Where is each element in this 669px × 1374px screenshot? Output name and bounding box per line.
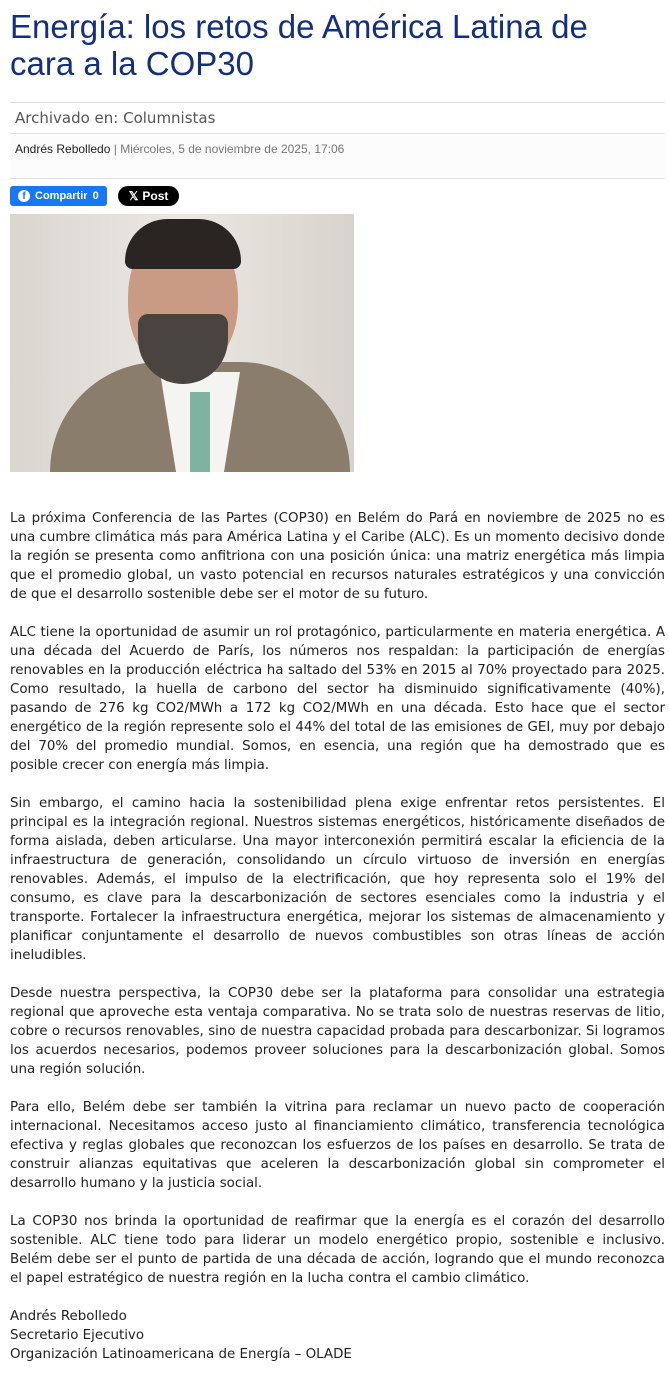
author-name: Andrés Rebolledo: [15, 142, 111, 156]
signature: [10, 1307, 665, 1364]
byline-separator: |: [110, 142, 121, 156]
x-post-label: Post: [142, 189, 169, 203]
paragraph: La COP30 nos brinda la oportunidad de reafirmar que la energía es el corazón del desarrollo sostenible. ALC tiene todo para liderar un modelo energético propio, sostenible e inclusivo. Belém debe ser el punto de partida de una década de acción, logrando que el mundo reconozca el papel estratégico de nuestra región en la lucha contra el cambio climático.: [10, 1214, 665, 1286]
signature-role: Secretario Ejecutivo: [10, 1328, 145, 1343]
paragraph: La próxima Conferencia de las Partes (COP30) en Belém do Pará en noviembre de 2025 no es una cumbre climática más para América Latina y el Caribe (ALC). Es un momento decisivo donde la región se presenta como anfitriona con una posición única: una matriz energética más limpia que el promedio global, un vasto potencial en recursos naturales estratégicos y una convicción de que el desarrollo sostenible debe ser el motor de su futuro.: [10, 511, 665, 602]
page-title: Energía: los retos de América Latina de cara a la COP30: [10, 8, 588, 82]
signature-org: Organización Latinoamericana de Energía – OLADE: [10, 1347, 352, 1362]
paragraph: Sin embargo, el camino hacia la sostenibilidad plena exige enfrentar retos persistentes. El principal es la integración regional. Nuestros sistemas energéticos, históricamente diseñados de forma aislada, deben articularse. Una mayor interconexión permitirá escalar la eficiencia de la infraestructura de generación, consolidando un círculo virtuoso de inversión en energías renovables. Además, el impulso de la electrificación, que hoy representa solo el 19% del consumo, es clave para la descarbonización de sectores esenciales como la industria y el transporte. Fortalecer la infraestructura energética, mejorar los sistemas de almacenamiento y planificar conjuntamente el desarrollo de nuevos combustibles son otras líneas de acción ineludibles.: [10, 796, 665, 963]
facebook-icon: f: [18, 190, 30, 202]
x-logo-icon: 𝕏: [128, 189, 139, 203]
x-post-button[interactable]: [118, 186, 180, 206]
paragraph: ALC tiene la oportunidad de asumir un rol protagónico, particularmente en materia energética. A una década del Acuerdo de París, los números nos respaldan: la participación de energías renovables en la producción eléctrica ha saltado del 53% en 2015 al 70% proyectado para 2025. Como resultado, la huella de carbono del sector ha disminuido significativamente (40%), pasando de 276 kg CO2/MWh a 172 kg CO2/MWh en una década. Esto hace que el sector energético de la región represente solo el 44% del total de las emisiones de GEI, muy por debajo del 70% del promedio mundial. Somos, en esencia, una región que ha demostrado que es posible crecer con energía más limpia.: [10, 625, 665, 773]
paragraph: Para ello, Belém debe ser también la vitrina para reclamar un nuevo pacto de cooperación internacional. Necesitamos acceso justo al financiamiento climático, transferencia tecnológica efectiva y reglas globales que reconozcan los esfuerzos de los países en desarrollo. Se trata de construir alianzas equitativas que aceleren la descarbonización global sin comprometer el desarrollo humano y la justicia social.: [10, 1100, 665, 1191]
share-bar: [10, 186, 665, 206]
signature-name: Andrés Rebolledo: [10, 1309, 127, 1324]
facebook-share-button[interactable]: [10, 186, 107, 206]
article-body: [10, 509, 665, 1288]
byline: [10, 134, 665, 179]
article: [0, 8, 669, 1364]
archived-category[interactable]: Archivado en: Columnistas: [10, 102, 665, 134]
facebook-share-count: 0: [92, 190, 99, 202]
facebook-share-label: Compartir: [35, 190, 88, 202]
author-photo: [10, 214, 354, 472]
paragraph: Desde nuestra perspectiva, la COP30 debe ser la plataforma para consolidar una estrategia regional que aproveche esta ventaja comparativa. No se trata solo de nuestras reservas de litio, cobre o recursos renovables, sino de nuestra capacidad probada para descarbonizar. Si logramos los acuerdos necesarios, podemos proveer soluciones para la descarbonización global. Somos una región solución.: [10, 986, 665, 1077]
publish-date: Miércoles, 5 de noviembre de 2025, 17:06: [120, 142, 345, 156]
